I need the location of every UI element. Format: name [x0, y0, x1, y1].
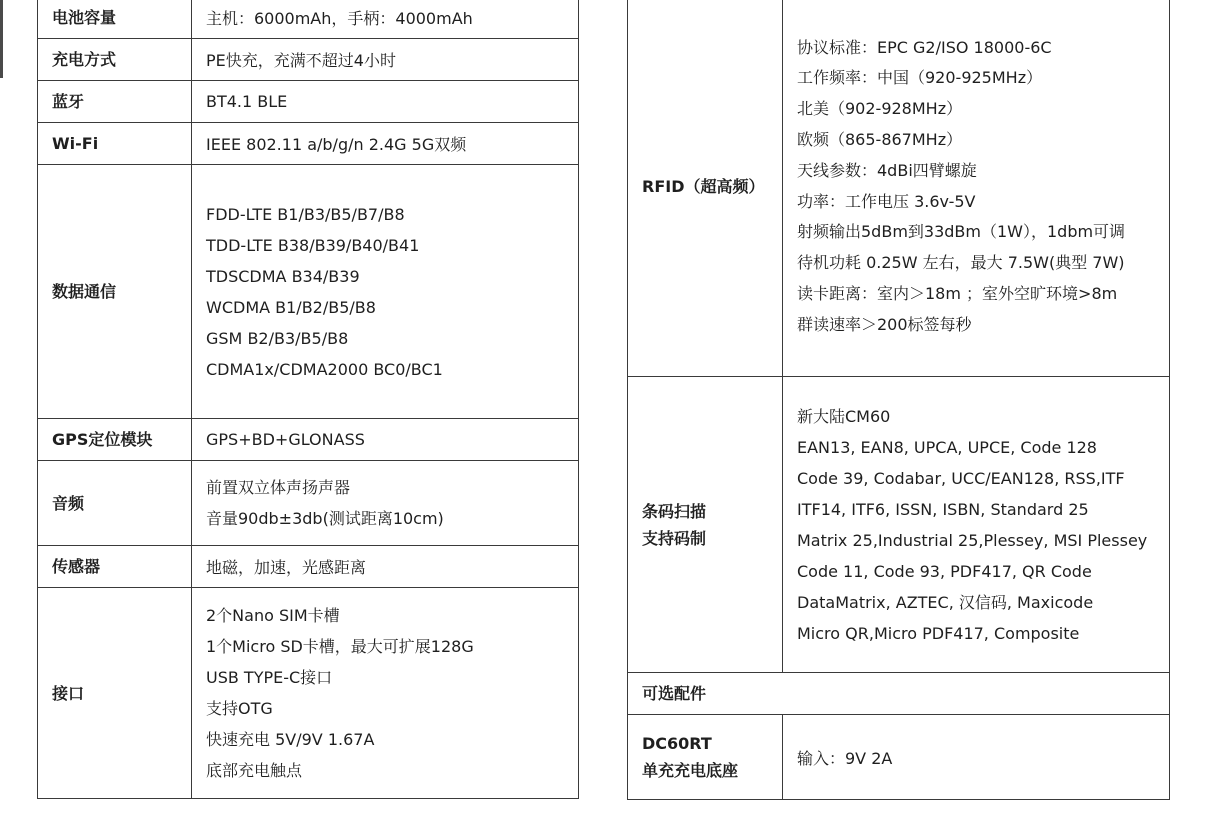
table-row — [38, 39, 579, 81]
row-value: 协议标准：EPC G2/ISO 18000-6C 工作频率：中国（920-925MHz） 北美（902-928MHz） 欧频（865-867MHz） 天线参数：4dBi四臂螺旋 功率：工作电压 3.6v-5V 射频输出5dBm到33dBm（1W），1dbm可调 待机功耗 0.25W 左右，最大 7.5W(典型 7W) 读卡距离：室内＞18m ；室外空旷环境>8m 群读速率＞200标签每秒 — [783, 0, 1170, 377]
edge-mark — [0, 0, 3, 78]
table-row — [38, 123, 579, 165]
table-row — [628, 377, 1170, 673]
row-value: 2个Nano SIM卡槽 1个Micro SD卡槽，最大可扩展128G USB TYPE-C接口 支持OTG 快速充电 5V/9V 1.67A 底部充电触点 — [192, 588, 579, 799]
table-row — [628, 673, 1170, 715]
row-label: DC60RT 单充充电底座 — [628, 715, 783, 800]
row-label: 蓝牙 — [38, 81, 192, 123]
row-label: 条码扫描 支持码制 — [628, 377, 783, 673]
table-row — [38, 546, 579, 588]
row-value: 输入：9V 2A — [783, 715, 1170, 800]
row-label: GPS定位模块 — [38, 419, 192, 461]
row-value: BT4.1 BLE — [192, 81, 579, 123]
table-row — [38, 165, 579, 419]
row-value: GPS+BD+GLONASS — [192, 419, 579, 461]
table-row — [38, 81, 579, 123]
left-spec-table — [37, 0, 579, 799]
row-value: 主机：6000mAh，手柄：4000mAh — [192, 0, 579, 39]
row-label: 传感器 — [38, 546, 192, 588]
table-row — [628, 715, 1170, 800]
right-spec-table — [627, 0, 1170, 800]
row-label: 数据通信 — [38, 165, 192, 419]
row-label: 接口 — [38, 588, 192, 799]
table-row — [38, 461, 579, 546]
table-row — [628, 0, 1170, 377]
row-label: 可选配件 — [628, 673, 1170, 715]
row-label: 充电方式 — [38, 39, 192, 81]
row-value: FDD-LTE B1/B3/B5/B7/B8 TDD-LTE B38/B39/B40/B41 TDSCDMA B34/B39 WCDMA B1/B2/B5/B8 GSM B2/B3/B5/B8 CDMA1x/CDMA2000 BC0/BC1 — [192, 165, 579, 419]
row-label: RFID（超高频） — [628, 0, 783, 377]
table-row — [38, 0, 579, 39]
row-label: 电池容量 — [38, 0, 192, 39]
row-label: Wi-Fi — [38, 123, 192, 165]
row-label: 音频 — [38, 461, 192, 546]
row-value: 地磁，加速，光感距离 — [192, 546, 579, 588]
row-value: IEEE 802.11 a/b/g/n 2.4G 5G双频 — [192, 123, 579, 165]
table-row — [38, 419, 579, 461]
table-row — [38, 588, 579, 799]
row-value: PE快充，充满不超过4小时 — [192, 39, 579, 81]
row-value: 前置双立体声扬声器 音量90db±3db(测试距离10cm) — [192, 461, 579, 546]
row-value: 新大陆CM60 EAN13, EAN8, UPCA, UPCE, Code 128 Code 39, Codabar, UCC/EAN128, RSS,ITF ITF14, ITF6, ISSN, ISBN, Standard 25 Matrix 25,Industrial 25,Plessey, MSI Plessey Code 11, Code 93, PDF417, QR Code DataMatrix, AZTEC, 汉信码, Maxicode Micro QR,Micro PDF417, Composite — [783, 377, 1170, 673]
